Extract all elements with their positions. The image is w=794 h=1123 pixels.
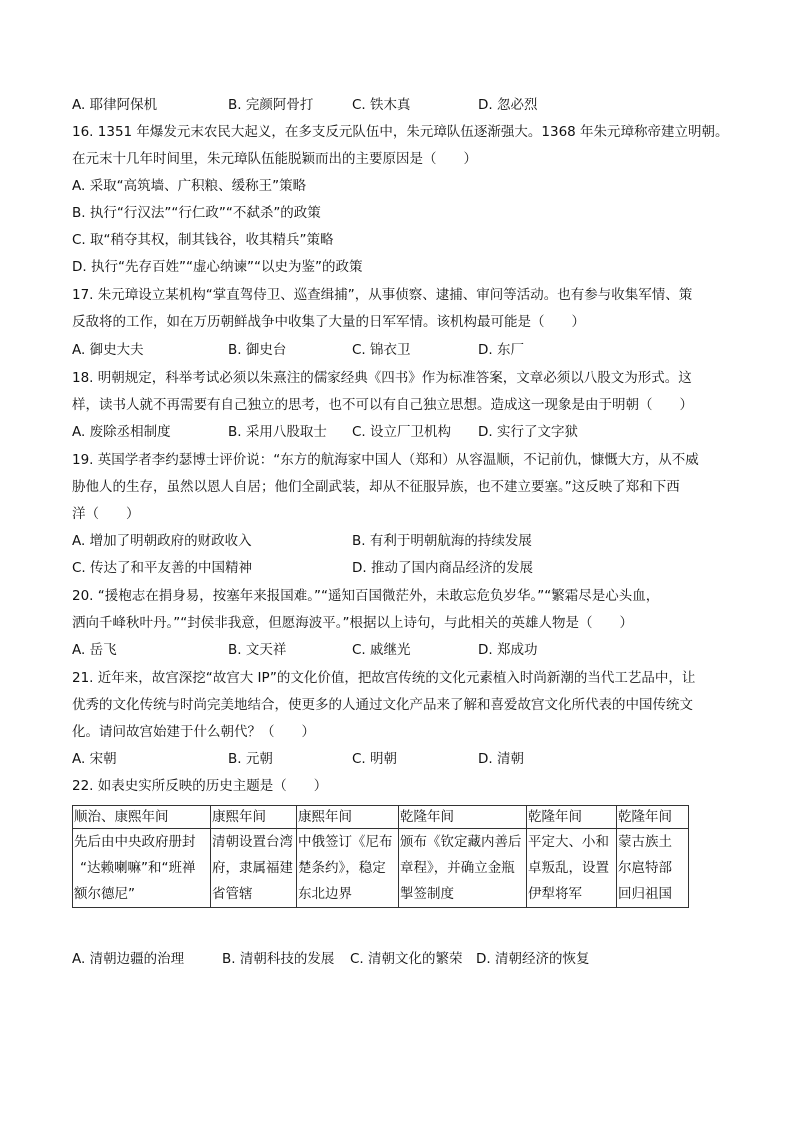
- cell-line: 府，隶属福建: [212, 860, 293, 876]
- q18-stem-line-2: 样，读书人就不再需要有自己独立的思考，也不可以有自己独立思想。造成这一现象是由于明朝（ ）: [72, 397, 693, 413]
- q22-option-d[interactable]: D. 清朝经济的恢复: [476, 951, 590, 967]
- q21-option-d[interactable]: D. 清朝: [478, 751, 524, 767]
- q18-option-c[interactable]: C. 设立厂卫机构: [352, 424, 452, 440]
- q19-option-c[interactable]: C. 传达了和平友善的中国精神: [72, 560, 253, 576]
- q16-option-a[interactable]: A. 采取“高筑墙、广积粮、缓称王”策略: [72, 178, 307, 194]
- table-header-cell: 乾隆年间: [617, 806, 689, 829]
- q21-option-a[interactable]: A. 宋朝: [72, 751, 117, 767]
- history-table: [72, 805, 689, 908]
- table-header-cell: 康熙年间: [211, 806, 297, 829]
- cell-line: 先后由中央政府册封: [74, 834, 196, 850]
- q20-option-a[interactable]: A. 岳飞: [72, 642, 117, 658]
- q19-option-d[interactable]: D. 推动了国内商品经济的发展: [352, 560, 533, 576]
- q19-stem-line-3: 洋（ ）: [72, 506, 140, 522]
- q20-stem-line-1: 20. “援枹志在捐身易，按塞年来报国难。”“遥知百国微茫外，未敢忘危负岁华。”“繁霜尽是心头血，: [72, 588, 660, 604]
- q21-stem-line-3: 化。请问故宫始建于什么朝代？（ ）: [72, 724, 315, 740]
- q17-option-b[interactable]: B. 御史台: [228, 342, 287, 358]
- q16-option-b[interactable]: B. 执行“行汉法”“行仁政”“不弑杀”的政策: [72, 205, 321, 221]
- cell-line: 卓叛乱，设置: [528, 860, 609, 876]
- q18-option-b[interactable]: B. 采用八股取士: [228, 424, 327, 440]
- table-row: [73, 829, 689, 908]
- q20-stem-line-2: 洒向千峰秋叶丹。”“封侯非我意，但愿海波平。”根据以上诗句，与此相关的英雄人物是（ ）: [72, 615, 633, 631]
- table-header-cell: 乾隆年间: [399, 806, 527, 829]
- q20-option-b[interactable]: B. 文天祥: [228, 642, 287, 658]
- q18-option-a[interactable]: A. 废除丞相制度: [72, 424, 171, 440]
- cell-line: 额尔德尼”: [74, 886, 135, 902]
- q16-option-d[interactable]: D. 执行“先存百姓”“虚心纳谏”“以史为鉴”的政策: [72, 259, 363, 275]
- q22-option-b[interactable]: B. 清朝科技的发展: [222, 951, 335, 967]
- q17-option-a[interactable]: A. 御史大夫: [72, 342, 144, 358]
- q15-option-a[interactable]: A. 耶律阿保机: [72, 97, 158, 113]
- table-header-cell: 康熙年间: [297, 806, 399, 829]
- cell-line: 章程》，并确立金瓶: [400, 860, 515, 876]
- q22-stem: 22. 如表史实所反映的历史主题是（ ）: [72, 778, 328, 794]
- q21-option-b[interactable]: B. 元朝: [228, 751, 273, 767]
- cell-line: 楚条约》，稳定: [298, 860, 386, 876]
- cell-line: 伊犁将军: [528, 886, 582, 902]
- table-cell-nerchinsk: [297, 829, 399, 908]
- q22-option-c[interactable]: C. 清朝文化的繁荣: [350, 951, 463, 967]
- q15-option-d[interactable]: D. 忽必烈: [478, 97, 538, 113]
- cell-line: 平定大、小和: [528, 834, 609, 850]
- q15-option-c[interactable]: C. 铁木真: [352, 97, 411, 113]
- q16-stem-line-1: 16. 1351 年爆发元末农民大起义，在多支反元队伍中，朱元璋队伍逐渐强大。1368 年朱元璋称帝建立明朝。: [72, 124, 729, 140]
- q17-option-d[interactable]: D. 东厂: [478, 342, 524, 358]
- q21-stem-line-2: 优秀的文化传统与时尚完美地结合，使更多的人通过文化产品来了解和喜爱故宫文化所代表的中国传统文: [72, 697, 693, 713]
- cell-line: 东北边界: [298, 886, 352, 902]
- table-header-cell: 乾隆年间: [527, 806, 617, 829]
- cell-line: 蒙古族土: [618, 834, 672, 850]
- q22-option-a[interactable]: A. 清朝边疆的治理: [72, 951, 185, 967]
- cell-line: 中俄签订《尼布: [298, 834, 393, 850]
- cell-line: 尔扈特部: [618, 860, 672, 876]
- q17-option-c[interactable]: C. 锦衣卫: [352, 342, 411, 358]
- cell-line: 颁布《钦定藏内善后: [400, 834, 522, 850]
- q20-option-d[interactable]: D. 郑成功: [478, 642, 538, 658]
- cell-line: 回归祖国: [618, 886, 672, 902]
- table-header-cell: 顺治、康熙年间: [73, 806, 211, 829]
- table-cell-taiwan: [211, 829, 297, 908]
- q19-stem-line-2: 胁他人的生存，虽然以恩人自居；他们全副武装，却从不征服异族，也不建立要塞。”这反映了郑和下西: [72, 479, 680, 495]
- q21-option-c[interactable]: C. 明朝: [352, 751, 398, 767]
- cell-line: 掣签制度: [400, 886, 454, 902]
- q18-stem-line-1: 18. 明朝规定，科举考试必须以朱熹注的儒家经典《四书》作为标准答案，文章必须以八股文为形式。这: [72, 370, 692, 386]
- q15-option-b[interactable]: B. 完颜阿骨打: [228, 97, 314, 113]
- table-header-row: [73, 806, 689, 829]
- table-cell-torghut: [617, 829, 689, 908]
- q17-stem-line-2: 反敌将的工作，如在万历朝鲜战争中收集了大量的日军军情。该机构最可能是（ ）: [72, 314, 585, 330]
- table-cell-ili: [527, 829, 617, 908]
- q16-option-c[interactable]: C. 取“稍夺其权，制其钱谷，收其精兵”策略: [72, 232, 334, 248]
- cell-line: “达赖喇嘛”和“班禅: [80, 860, 196, 876]
- q18-option-d[interactable]: D. 实行了文字狱: [478, 424, 578, 440]
- q17-stem-line-1: 17. 朱元璋设立某机构“掌直驾侍卫、巡查缉捕”，从事侦察、逮捕、审问等活动。也有参与收集军情、策: [72, 287, 693, 303]
- table-cell-tibet: [73, 829, 211, 908]
- q19-option-a[interactable]: A. 增加了明朝政府的财政收入: [72, 533, 252, 549]
- q20-option-c[interactable]: C. 戚继光: [352, 642, 411, 658]
- cell-line: 省管辖: [212, 886, 253, 902]
- cell-line: 清朝设置台湾: [212, 834, 293, 850]
- q21-stem-line-1: 21. 近年来，故宫深挖“故宫大 IP”的文化价值，把故宫传统的文化元素植入时尚新潮的当代工艺品中，让: [72, 670, 696, 686]
- table-cell-golden-urn: [399, 829, 527, 908]
- q19-stem-line-1: 19. 英国学者李约瑟博士评价说：“东方的航海家中国人（郑和）从容温顺，不记前仇，慷慨大方，从不威: [72, 452, 699, 468]
- q16-stem-line-2: 在元末十几年时间里，朱元璋队伍能脱颖而出的主要原因是（ ）: [72, 151, 477, 167]
- q19-option-b[interactable]: B. 有利于明朝航海的持续发展: [352, 533, 532, 549]
